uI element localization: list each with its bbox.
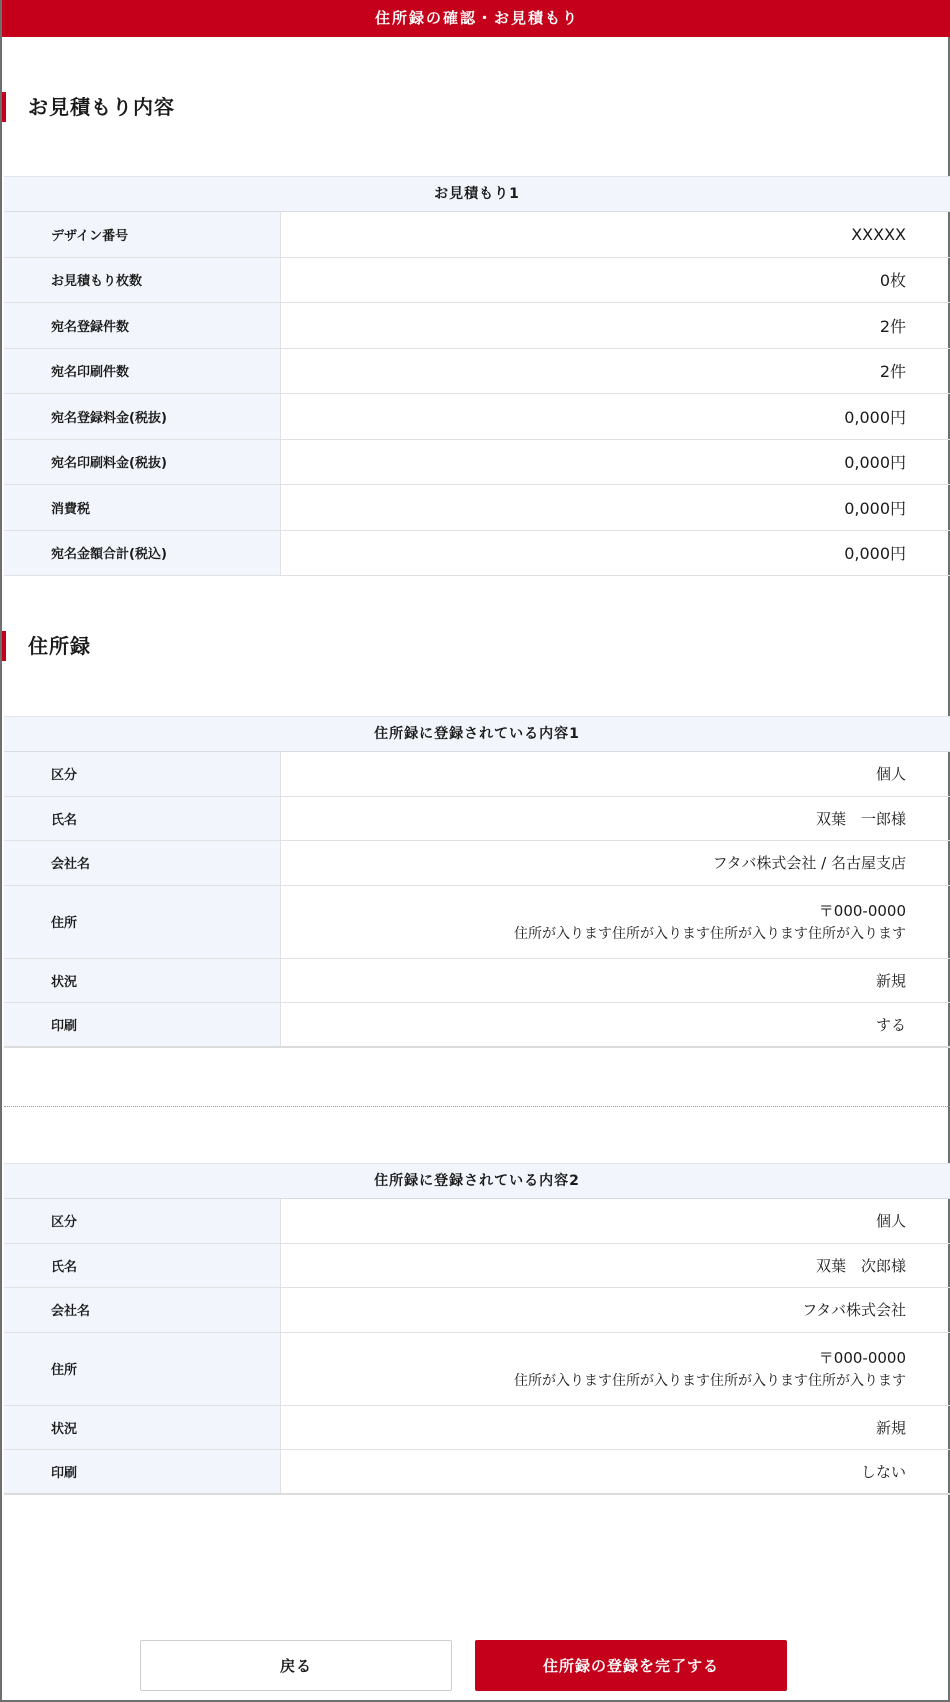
address-value — [281, 886, 950, 958]
row-label: 区分 — [4, 1199, 281, 1243]
row-value: 個人 — [875, 765, 906, 784]
address-entry-title: 住所録に登録されている内容2 — [4, 1163, 950, 1199]
estimate-table — [4, 176, 950, 576]
address-entry-table — [4, 716, 950, 1048]
address-entry-table — [4, 1163, 950, 1495]
address-book-heading: 住所録 — [2, 631, 402, 661]
address-entry-title: 住所録に登録されている内容1 — [4, 716, 950, 752]
table-row — [4, 886, 950, 959]
entry-divider — [4, 1106, 950, 1107]
table-row — [4, 1450, 950, 1495]
row-value: 新規 — [875, 1418, 906, 1437]
row-label: 宛名登録料金(税抜) — [4, 394, 281, 439]
row-label: 氏名 — [4, 797, 281, 841]
row-label: 住所 — [4, 1333, 281, 1405]
address-text: 住所が入ります住所が入ります住所が入ります住所が入ります — [514, 926, 906, 942]
estimate-table-title: お見積もり1 — [4, 176, 950, 212]
table-row — [4, 1406, 950, 1451]
table-row — [4, 212, 950, 258]
estimate-heading: お見積もり内容 — [2, 92, 402, 122]
row-value: 0,000円 — [844, 544, 906, 564]
row-label: 状況 — [4, 959, 281, 1003]
row-label: 印刷 — [4, 1450, 281, 1493]
row-label: 住所 — [4, 886, 281, 958]
complete-registration-button[interactable]: 住所録の登録を完了する — [475, 1640, 787, 1691]
row-value: XXXXX — [851, 224, 906, 244]
row-value: 0枚 — [879, 271, 906, 291]
row-value: フタバ株式会社 / 名古屋支店 — [712, 854, 906, 873]
postal-code: 〒000-0000 — [818, 902, 906, 920]
row-label: 消費税 — [4, 485, 281, 530]
back-button[interactable]: 戻る — [140, 1640, 452, 1691]
row-label: 氏名 — [4, 1244, 281, 1288]
row-value: 2件 — [879, 316, 906, 336]
row-value: しない — [860, 1462, 906, 1481]
row-label: 宛名印刷件数 — [4, 349, 281, 394]
table-row — [4, 1244, 950, 1289]
row-value: 0,000円 — [844, 453, 906, 473]
row-label: 会社名 — [4, 841, 281, 885]
table-row — [4, 303, 950, 349]
row-label: 宛名印刷料金(税抜) — [4, 440, 281, 485]
row-value: 0,000円 — [844, 407, 906, 427]
table-row — [4, 1333, 950, 1406]
row-label: 状況 — [4, 1406, 281, 1450]
row-value: 0,000円 — [844, 498, 906, 518]
table-row — [4, 440, 950, 486]
table-row — [4, 1199, 950, 1244]
row-label: 会社名 — [4, 1288, 281, 1332]
page-title: 住所録の確認・お見積もり — [374, 9, 579, 27]
row-value: 双葉 次郎様 — [815, 1256, 906, 1275]
row-label: 区分 — [4, 752, 281, 796]
table-row — [4, 797, 950, 842]
row-value: する — [875, 1015, 906, 1034]
table-row — [4, 258, 950, 304]
table-row — [4, 485, 950, 531]
row-value: 双葉 一郎様 — [815, 809, 906, 828]
table-row — [4, 531, 950, 577]
table-row — [4, 1003, 950, 1048]
postal-code: 〒000-0000 — [818, 1349, 906, 1367]
row-value: フタバ株式会社 — [802, 1301, 906, 1320]
table-row — [4, 752, 950, 797]
row-label: 宛名金額合計(税込) — [4, 531, 281, 576]
table-row — [4, 349, 950, 395]
table-row — [4, 394, 950, 440]
row-value: 個人 — [875, 1212, 906, 1231]
row-label: デザイン番号 — [4, 212, 281, 257]
address-value — [281, 1333, 950, 1405]
table-row — [4, 959, 950, 1004]
row-value: 新規 — [875, 971, 906, 990]
row-value: 2件 — [879, 362, 906, 382]
table-row — [4, 841, 950, 886]
row-label: 印刷 — [4, 1003, 281, 1046]
page-title-bar — [2, 0, 950, 37]
row-label: 宛名登録件数 — [4, 303, 281, 348]
table-row — [4, 1288, 950, 1333]
address-text: 住所が入ります住所が入ります住所が入ります住所が入ります — [514, 1373, 906, 1389]
row-label: お見積もり枚数 — [4, 258, 281, 303]
